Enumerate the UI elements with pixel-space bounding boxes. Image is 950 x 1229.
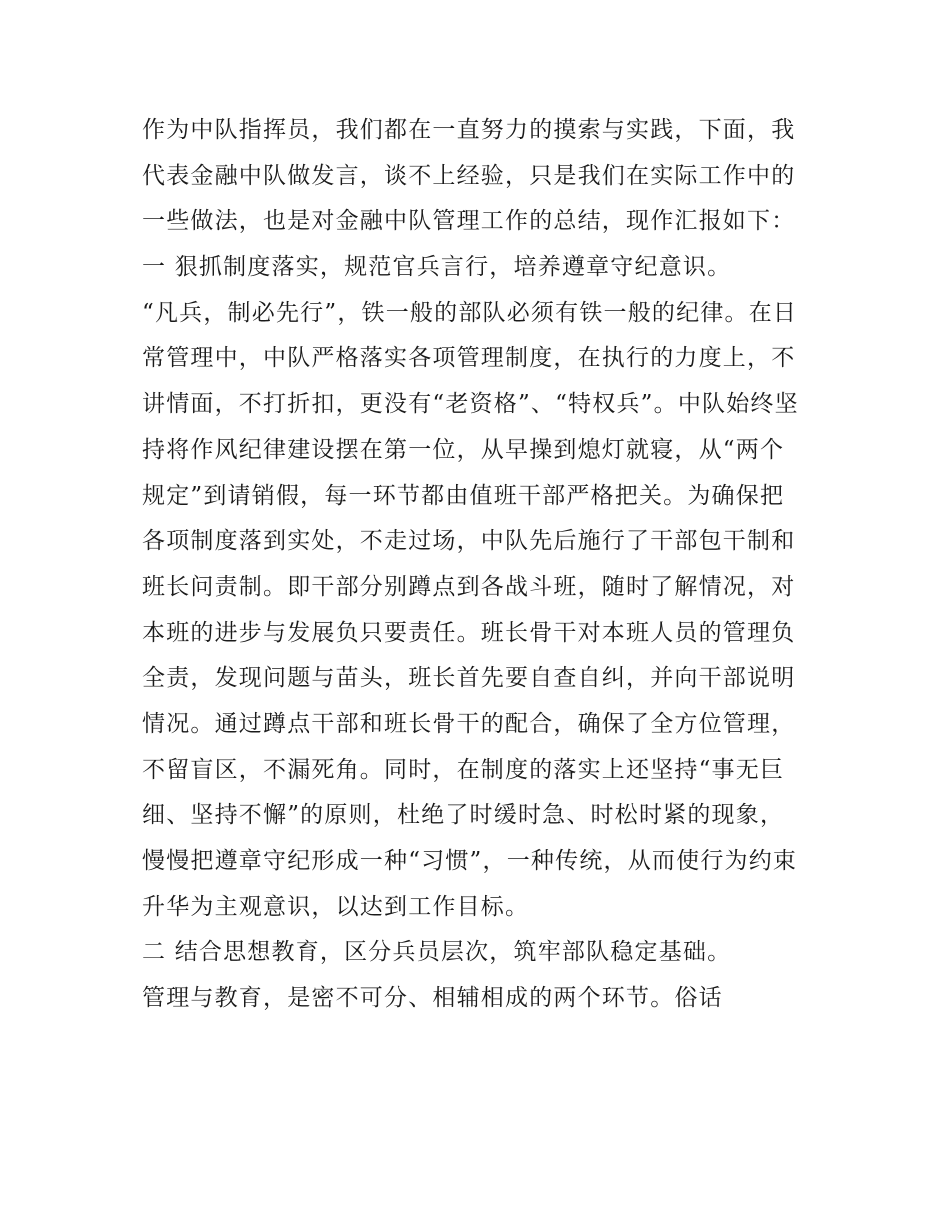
paragraph-line: 常管理中，中队严格落实各项管理制度，在执行的力度上，不: [142, 345, 796, 372]
section-heading-1: 一 狠抓制度落实，规范官兵言行，培养遵章守纪意识。: [142, 254, 732, 281]
paragraph-line: 细、坚持不懈”的原则，杜绝了时缓时急、时松时紧的现象，: [142, 802, 785, 829]
paragraph-line: 规定”到请销假，每一环节都由值班干部严格把关。为确保把: [142, 482, 785, 509]
paragraph-line: 一些做法，也是对金融中队管理工作的总结，现作汇报如下：: [142, 208, 796, 235]
paragraph-line: 升华为主观意识，以达到工作目标。: [142, 893, 530, 920]
paragraph-line: 慢慢把遵章守纪形成一种“习惯”，一种传统，从而使行为约束: [142, 848, 798, 874]
document-body: [142, 108, 822, 1022]
section-heading-2: 二 结合思想教育，区分兵员层次，筑牢部队稳定基础。: [142, 939, 732, 966]
paragraph-line: 情况。通过蹲点干部和班长骨干的配合，确保了全方位管理，: [142, 710, 796, 737]
paragraph-line: 代表金融中队做发言，谈不上经验，只是我们在实际工作中的: [142, 162, 796, 189]
paragraph-line: 作为中队指挥员，我们都在一直努力的摸索与实践，下面，我: [142, 117, 796, 143]
paragraph-line: “凡兵，制必先行”，铁一般的部队必须有铁一般的纪律。在日: [142, 299, 798, 326]
paragraph-line: 管理与教育，是密不可分、相辅相成的两个环节。俗话: [142, 985, 723, 1012]
paragraph-line: 班长问责制。即干部分别蹲点到各战斗班，随时了解情况，对: [142, 573, 796, 600]
paragraph-line: 本班的进步与发展负只要责任。班长骨干对本班人员的管理负: [142, 619, 796, 646]
paragraph-line: 全责，发现问题与苗头，班长首先要自查自纠，并向干部说明: [142, 665, 796, 692]
paragraph-line: 讲情面，不打折扣，更没有“老资格”、“特权兵”。中队始终坚: [142, 391, 799, 418]
paragraph-line: 不留盲区，不漏死角。同时，在制度的落实上还坚持“事无巨: [142, 756, 785, 783]
paragraph-line: 各项制度落到实处，不走过场，中队先后施行了干部包干制和: [142, 528, 796, 555]
paragraph-line: 持将作风纪律建设摆在第一位，从早操到熄灯就寝，从“两个: [142, 436, 785, 463]
